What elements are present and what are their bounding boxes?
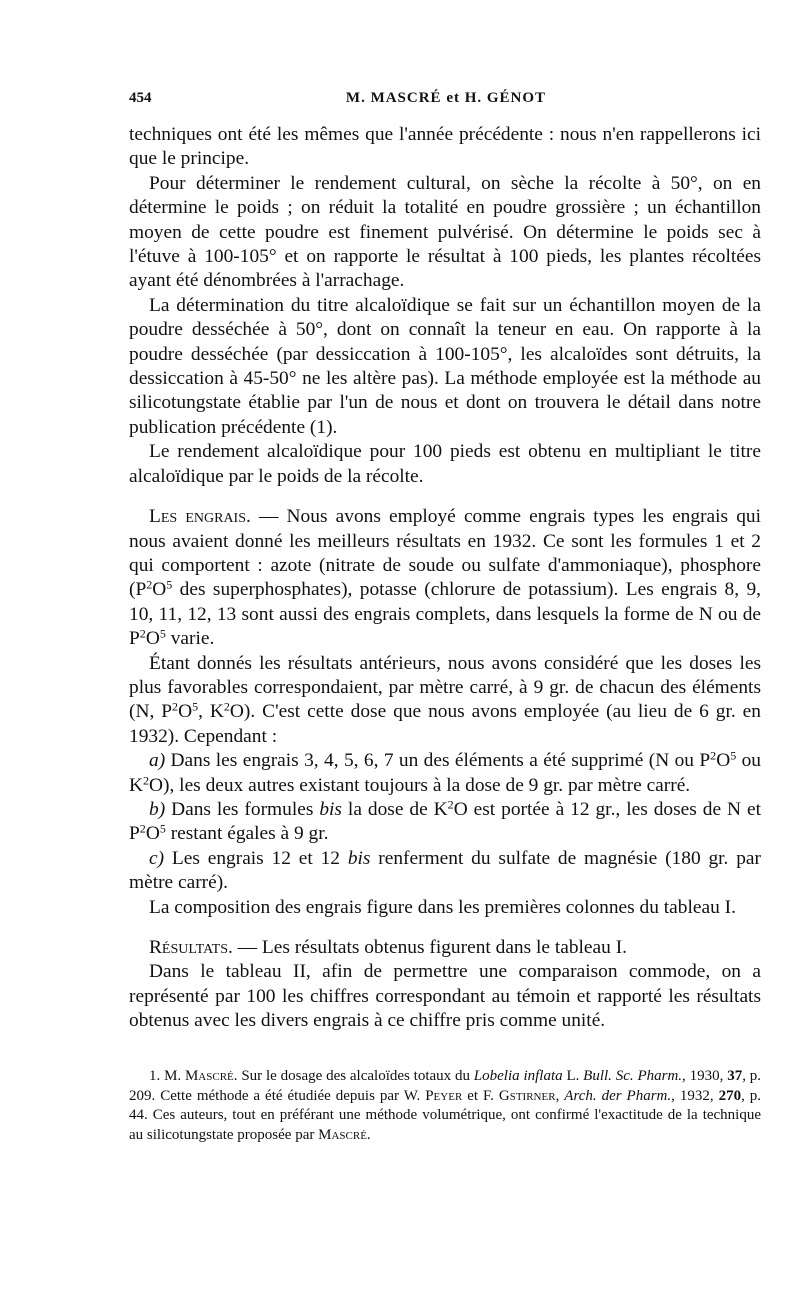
list-item-c: c) Les engrais 12 et 12 bis renferment du sulfate de magnésie (180 gr. par mètre carré). (129, 847, 761, 894)
footnote-reference: 1 (316, 416, 327, 438)
page-number: 454 (129, 90, 152, 106)
paragraph-continuation: techniques ont été les mêmes que l'année précédente : nous n'en rappellerons ici que le principe. (129, 124, 761, 170)
paragraph-resultats: Résultats. — Les résultats obtenus figurent dans le tableau I. (149, 937, 627, 958)
paragraph-rendement-cultural: Pour déterminer le rendement cultural, on sèche la récolte à 50°, on en détermine le poids ; on réduit la totalité en poudre grossière ; un échantillon moyen de cette poudre est finement pulvérisé. On détermine le poids sec à l'étuve à 100-105° et on rapporte le résultat à 100 pieds, les plantes récoltées ayant été dénombrées à l'arrachage. (129, 172, 761, 292)
running-title: M. MASCRÉ et H. GÉNOT (345, 90, 547, 106)
paragraph-doses: Étant donnés les résultats antérieurs, nous avons considéré que les doses les plus favorables correspondaient, par mètre carré, à 9 gr. de chacun des éléments (N, $P^2O^5$, $K^2O$). C'est cette dose que nous avons employée (au lieu de 6 gr. en 1932). Cependant : (129, 652, 761, 747)
paragraph-titre-alcaloidique: La détermination du titre alcaloïdique se fait sur un échantillon moyen de la poudre desséchée à 50°, dont on connaît la teneur en eau. On rapporte à la poudre desséchée (par dessiccation à 100-105°, les alcaloïdes sont détruits, la dessiccation à 45-50° ne les altère pas). La méthode employée est la méthode au silicotungstate établie par l'un de nous et dont on trouvera le détail dans notre publication précédente (1). (129, 294, 761, 438)
section-heading-resultats: Résultats. (149, 937, 233, 958)
paragraph-tableau-ii: Dans le tableau II, afin de permettre une comparaison commode, on a représenté par 100 les chiffres correspondant au témoin et rapporté les résultats obtenus avec les divers engrais à ce chiffre pris comme unité. (129, 961, 761, 1032)
list-item-b: b) Dans les formules bis la dose de $K^2O$ est portée à 12 gr., les doses de N et $P^2O^5$ restant égales à 9 gr. (129, 797, 762, 845)
footnote (129, 1067, 761, 1145)
paragraph-rendement-alcaloidique: Le rendement alcaloïdique pour 100 pieds est obtenu en multipliant le titre alcaloïdique par le poids de la récolte. (129, 441, 761, 487)
footnote-number: 1. (149, 1068, 161, 1084)
footnote-1: 1. M. Mascré. Sur le dosage des alcaloïdes totaux du Lobelia inflata L. Bull. Sc. Pharm., 1930, 37, p. 209. Cette méthode a été étudiée depuis par W. Peyer et F. Gstirner, Arch. der Pharm., 1932, 270, p. 44. Ces auteurs, tout en préférant une méthode volumétrique, ont confirmé l'exactitude de la technique au silicotungstate proposée par Mascré. (129, 1068, 762, 1143)
page-header (129, 90, 763, 114)
section-heading-engrais: Les engrais. (149, 506, 251, 528)
paragraph-composition: La composition des engrais figure dans les premières colonnes du tableau I. (149, 896, 736, 918)
list-item-a: a) Dans les engrais 3, 4, 5, 6, 7 un des éléments a été supprimé (N ou $P^2O^5$ ou $K^2O$), les deux autres existant toujours à la dose de 9 gr. par mètre carré. (129, 748, 761, 796)
body-text (129, 123, 761, 1034)
paragraph-les-engrais: Les engrais. — Nous avons employé comme engrais types les engrais qui nous avaient donné les meilleurs résultats en 1932. Ce sont les formules 1 et 2 qui comportent : azote (nitrate de soude ou sulfate d'ammoniaque), phosphore ($P^2O^5$ des superphosphates), potasse (chlorure de potassium). Les engrais 8, 9, 10, 11, 12, 13 sont aussi des engrais complets, dans lesquels la forme de N ou de $P^2O^5$ varie. (129, 506, 761, 650)
